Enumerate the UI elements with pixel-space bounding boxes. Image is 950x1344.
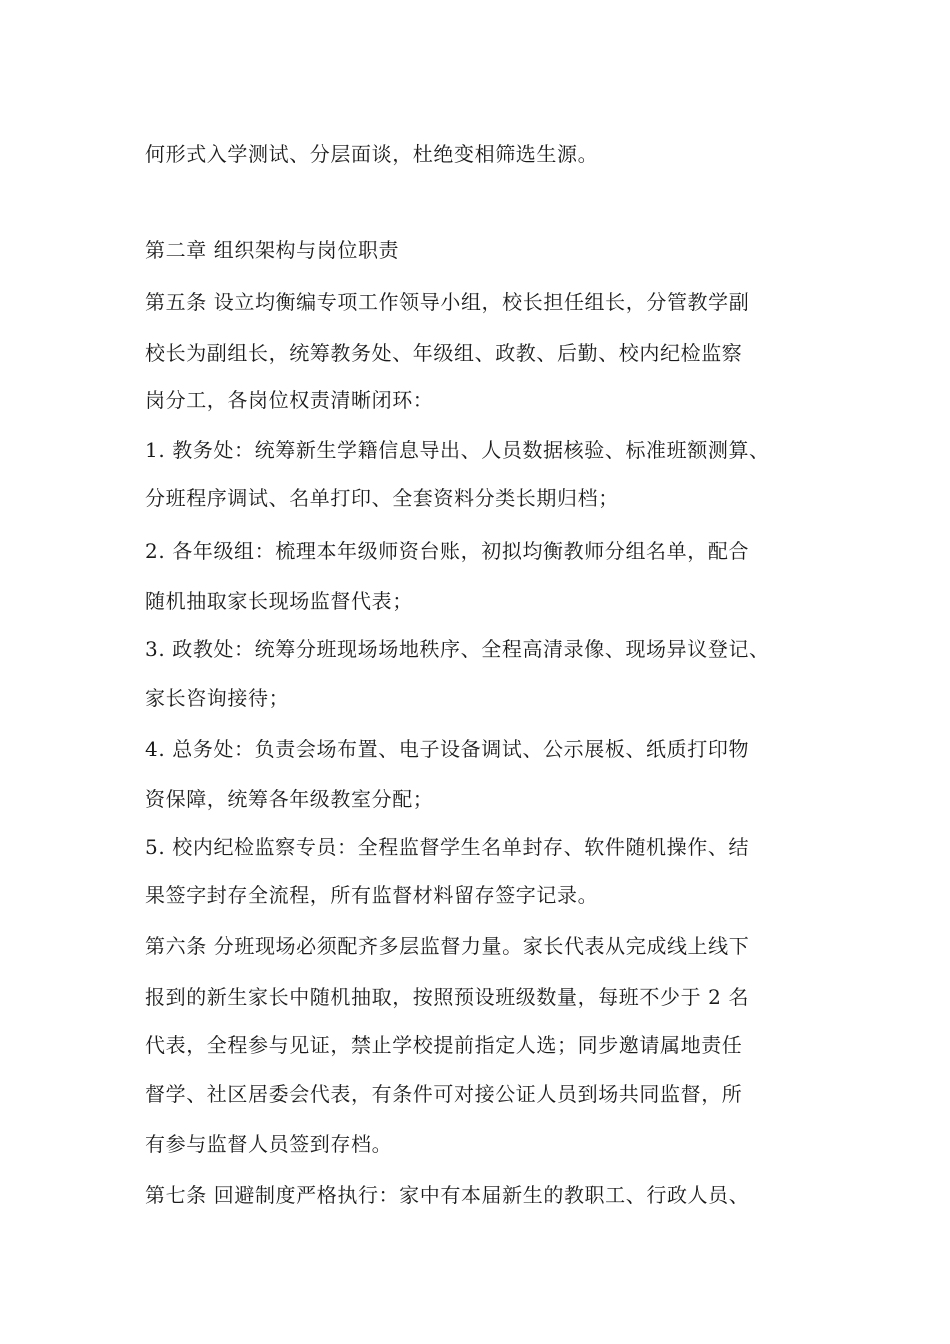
list-item-5: 5. 校内纪检监察专员：全程监督学生名单封存、软件随机操作、结 (145, 835, 750, 859)
text-line: 督学、社区居委会代表，有条件可对接公证人员到场共同监督，所 (145, 1082, 743, 1106)
text-line: 家长咨询接待； (145, 686, 290, 710)
text-line: 随机抽取家长现场监督代表； (145, 589, 413, 613)
text-line: 岗分工，各岗位权责清晰闭环： (145, 388, 434, 412)
list-item-3: 3. 政教处：统筹分班现场场地秩序、全程高清录像、现场异议登记、 (145, 637, 770, 661)
article-5-line: 第五条 设立均衡编专项工作领导小组，校长担任组长，分管教学副 (145, 290, 750, 314)
list-item-4: 4. 总务处：负责会场布置、电子设备调试、公示展板、纸质打印物 (145, 737, 750, 761)
list-item-1: 1. 教务处：统筹新生学籍信息导出、人员数据核验、标准班额测算、 (145, 438, 770, 462)
text-line: 分班程序调试、名单打印、全套资料分类长期归档； (145, 486, 619, 510)
text-line: 何形式入学测试、分层面谈，杜绝变相筛选生源。 (145, 142, 599, 166)
article-6-line: 第六条 分班现场必须配齐多层监督力量。家长代表从完成线上线下 (145, 934, 750, 958)
text-line: 校长为副组长，统筹教务处、年级组、政教、后勤、校内纪检监察 (145, 341, 743, 365)
text-line: 有参与监督人员签到存档。 (145, 1132, 393, 1156)
text-line: 果签字封存全流程，所有监督材料留存签字记录。 (145, 883, 599, 907)
article-7-line: 第七条 回避制度严格执行：家中有本届新生的教职工、行政人员、 (145, 1183, 750, 1207)
text-line: 代表，全程参与见证，禁止学校提前指定人选；同步邀请属地责任 (145, 1033, 743, 1057)
chapter-heading: 第二章 组织架构与岗位职责 (145, 238, 400, 262)
list-item-2: 2. 各年级组：梳理本年级师资台账，初拟均衡教师分组名单，配合 (145, 539, 750, 563)
text-line: 资保障，统筹各年级教室分配； (145, 787, 434, 811)
text-line: 报到的新生家长中随机抽取，按照预设班级数量，每班不少于 2 名 (145, 985, 750, 1009)
